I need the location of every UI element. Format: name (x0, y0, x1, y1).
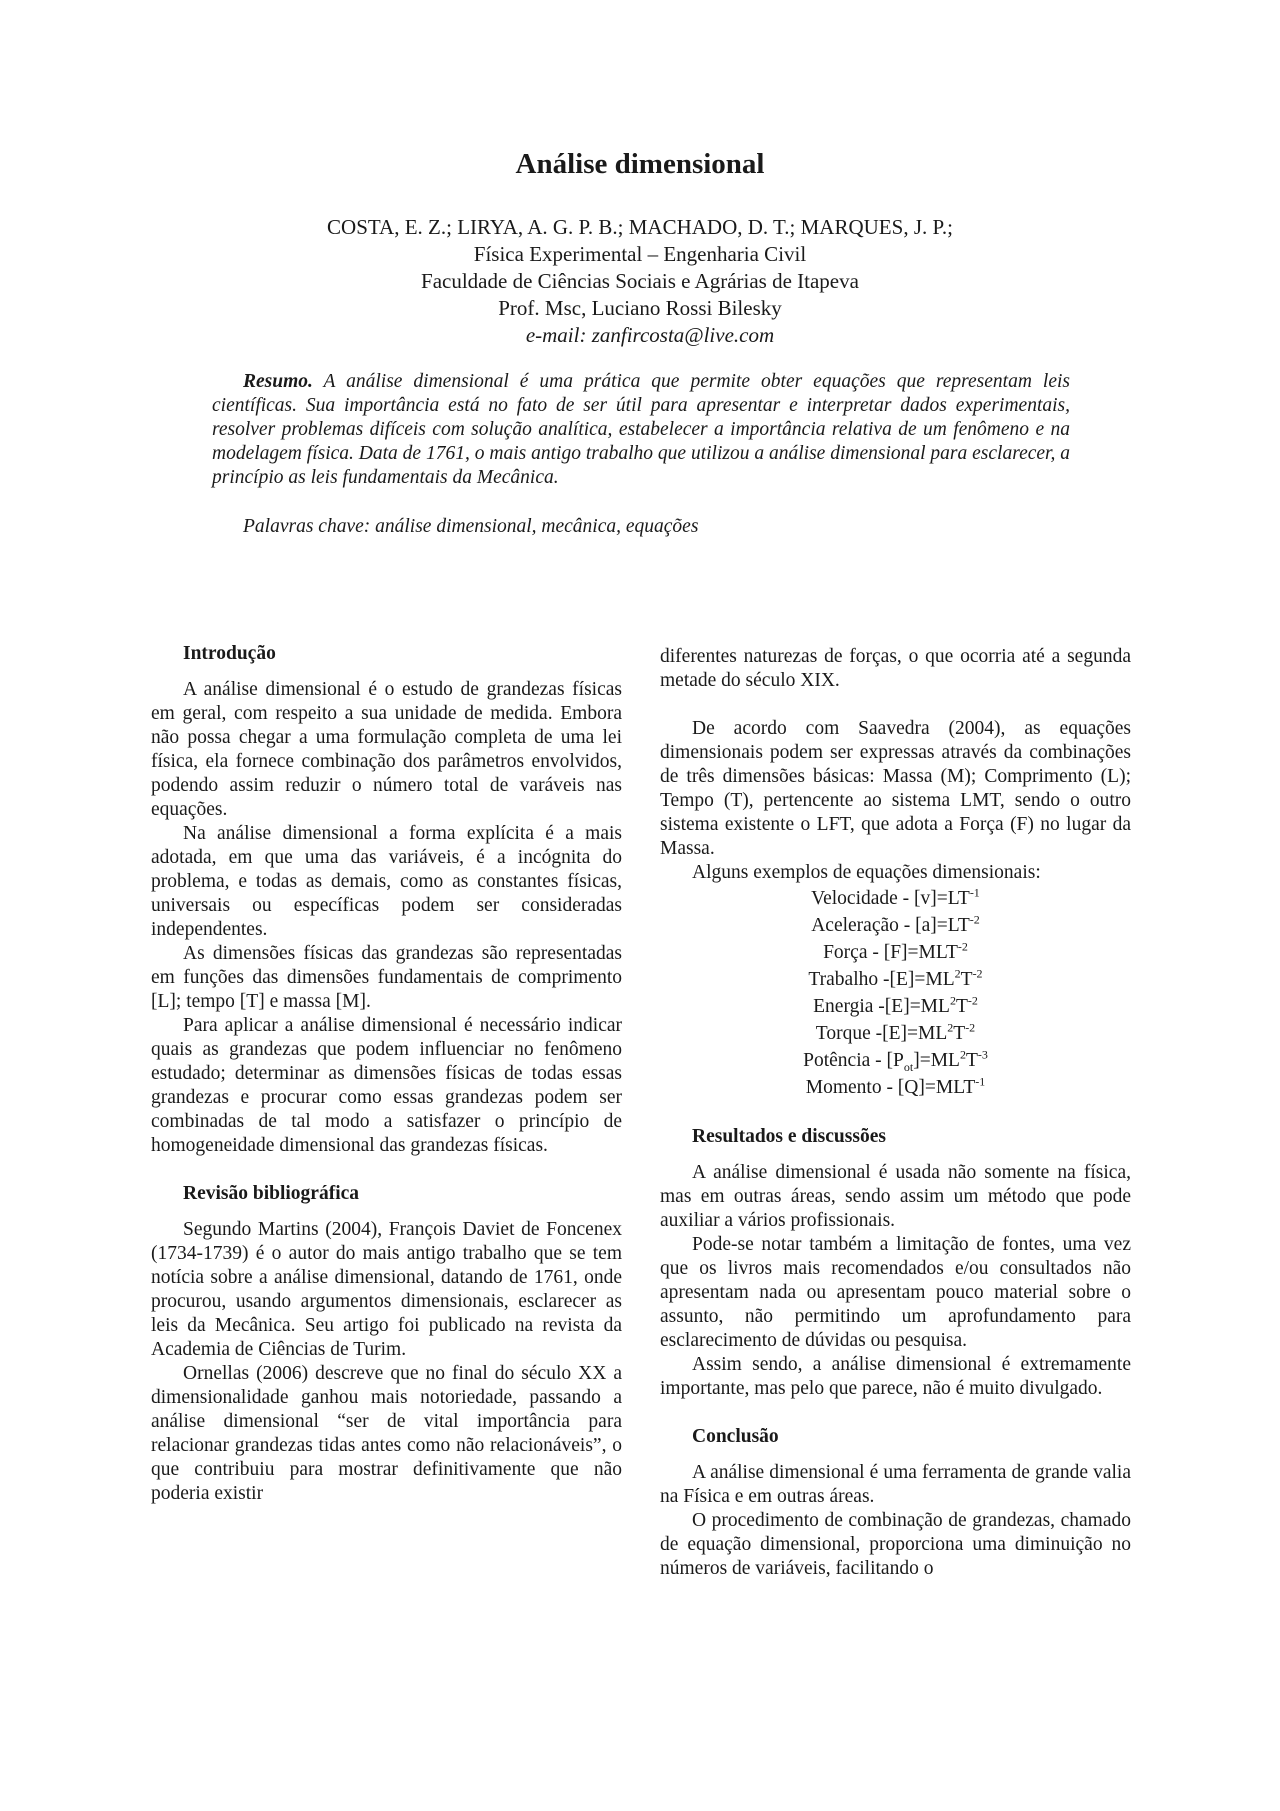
right-column (660, 645, 1131, 1581)
intro-paragraph: Na análise dimensional a forma explícita é a mais adotada, em que uma das variáveis, é a incógnita do problema, e todas as demais, como as constantes físicas, universais ou específicas podem ser consideradas independentes. (151, 823, 622, 940)
saavedra-paragraph: De acordo com Saavedra (2004), as equações dimensionais podem ser expressas através da combinações de três dimensões básicas: Massa (M); Comprimento (L); Tempo (T), pertencente ao sistema LMT, sendo o outro sistema existente o LFT, que adota a Força (F) no lugar da Massa. (660, 718, 1131, 859)
results-paragraph: Assim sendo, a análise dimensional é extremamente importante, mas pelo que parece, não é muito divulgado. (660, 1354, 1131, 1399)
conclusion-paragraph: O procedimento de combinação de grandezas, chamado de equação dimensional, proporciona uma diminuição no números de variáveis, facilitando o (660, 1510, 1131, 1579)
intro-paragraph: As dimensões físicas das grandezas são representadas em funções das dimensões fundamentais de comprimento [L]; tempo [T] e massa [M]. (151, 943, 622, 1012)
continued-paragraph: diferentes naturezas de forças, o que ocorria até a segunda metade do século XIX. (660, 646, 1131, 691)
equation-aceleracao: Aceleração - $[a]=LT^{-2}$ (811, 912, 980, 936)
equation-velocidade: Velocidade - $[v]=LT^{-1}$ (811, 885, 980, 909)
examples-intro: Alguns exemplos de equações dimensionais: (692, 862, 1041, 883)
equation-momento: Momento - $[Q]=MLT^{-1}$ (805, 1074, 986, 1098)
abstract-label: Resumo. (243, 371, 313, 392)
author-block (0, 214, 1280, 349)
intro-paragraph: A análise dimensional é o estudo de grandezas físicas em geral, com respeito a sua unidade de medida. Embora não possa chegar a uma formulação completa de uma lei física, ela fornece combinação dos parâmetros envolvidos, podendo assim reduzir o número total de varáveis nas equações. (151, 679, 622, 820)
equation-forca: Força - $[F]=MLT^{-2}$ (823, 939, 968, 963)
conclusion-heading: Conclusão (692, 1426, 779, 1447)
abstract (212, 370, 1070, 490)
equation-list (660, 885, 1131, 1101)
course: Física Experimental – Engenharia Civil (473, 242, 807, 266)
equation-trabalho: Trabalho $-[E]=ML^2T^{-2}$ (808, 966, 983, 990)
email: e-mail: zanfircosta@live.com (525, 323, 775, 347)
left-column (151, 642, 622, 1506)
intro-heading: Introdução (183, 643, 276, 664)
review-heading: Revisão bibliográfica (183, 1183, 360, 1204)
results-heading: Resultados e discussões (692, 1126, 886, 1147)
conclusion-paragraph: A análise dimensional é uma ferramenta de grande valia na Física e em outras áreas. (660, 1462, 1131, 1507)
keywords: Palavras chave: análise dimensional, mecânica, equações (243, 516, 699, 537)
abstract-text: A análise dimensional é uma prática que permite obter equações que representam leis científicas. Sua importância está no fato de ser útil para apresentar e interpretar dados experimentais, resolver problemas difíceis com solução analítica, estabelecer a importância relativa de um fenômeno e na modelagem física. Data de 1761, o mais antigo trabalho que utilizou a análise dimensional para esclarecer, a princípio as leis fundamentais da Mecânica. (212, 371, 1070, 488)
equation-energia: Energia $-[E]=ML^2T^{-2}$ (813, 993, 978, 1017)
paper-title: Análise dimensional (515, 148, 765, 180)
results-paragraph: Pode-se notar também a limitação de fontes, uma vez que os livros mais recomendados e/ou consultados não apresentam nada ou apresentam pouco material sobre o assunto, não permitindo um aprofundamento para esclarecimento de dúvidas ou pesquisa. (660, 1234, 1131, 1351)
review-paragraph: Segundo Martins (2004), François Daviet de Foncenex (1734-1739) é o autor do mais antigo trabalho que se tem notícia sobre a análise dimensional, datando de 1761, onde procurou, usando argumentos dimensionais, esclarecer as leis da Mecânica. Seu artigo foi publicado na revista da Academia de Ciências de Turim. (151, 1219, 622, 1360)
review-paragraph: Ornellas (2006) descreve que no final do século XX a dimensionalidade ganhou mais notoriedade, passando a análise dimensional “ser de vital importância para relacionar grandezas tidas antes como não relacionáveis”, o que contribuiu para mostrar definitivamente que não poderia existir (151, 1363, 622, 1504)
professor: Prof. Msc, Luciano Rossi Bilesky (498, 296, 782, 320)
intro-paragraph: Para aplicar a análise dimensional é necessário indicar quais as grandezas que podem influenciar no fenômeno estudado; determinar as dimensões físicas de todas essas grandezas e procurar como essas grandezas podem ser combinadas de tal modo a satisfazer o princípio de homogeneidade dimensional das grandezas físicas. (151, 1015, 622, 1156)
institution: Faculdade de Ciências Sociais e Agrárias de Itapeva (421, 269, 859, 293)
equation-torque: Torque $-[E]=ML^2T^{-2}$ (815, 1020, 976, 1044)
author-names: COSTA, E. Z.; LIRYA, A. G. P. B.; MACHADO, D. T.; MARQUES, J. P.; (327, 215, 953, 239)
equation-potencia: Potência - $[P_{ot}]=ML^2T^{-3}$ (803, 1047, 988, 1074)
results-paragraph: A análise dimensional é usada não somente na física, mas em outras áreas, sendo assim um método que pode auxiliar a vários profissionais. (660, 1162, 1131, 1231)
